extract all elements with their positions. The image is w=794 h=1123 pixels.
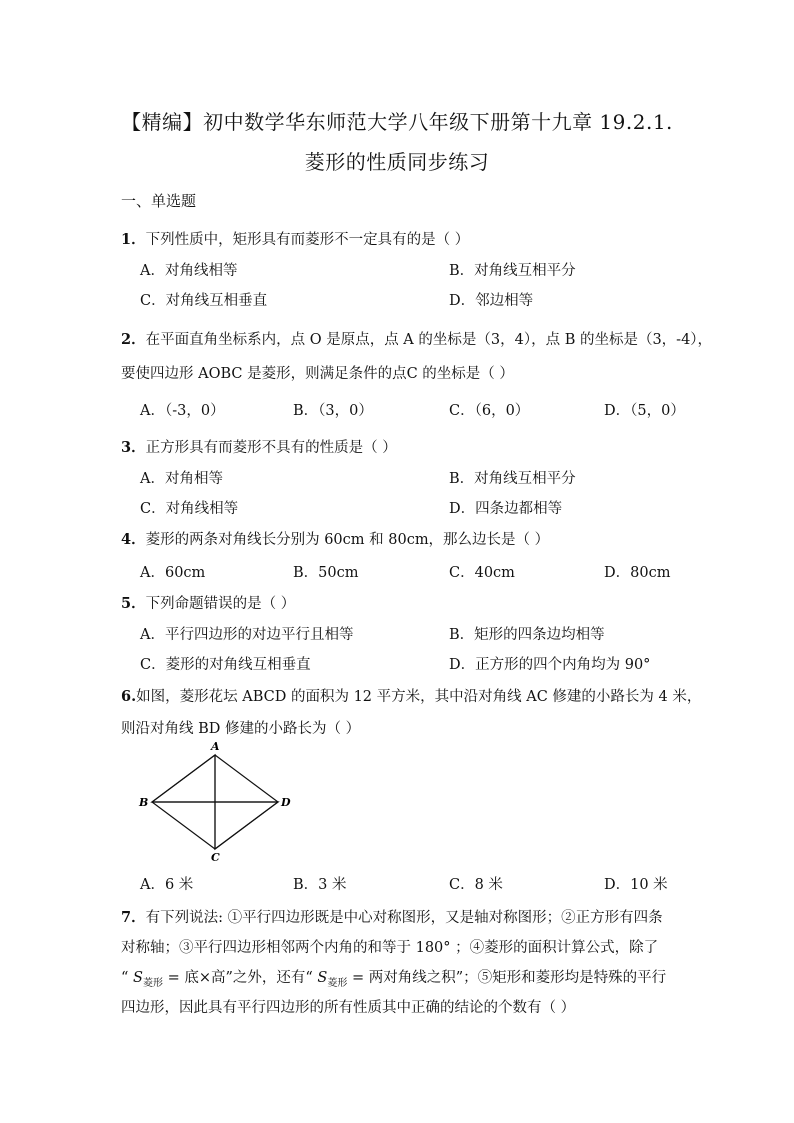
question-number: 2． (121, 331, 146, 348)
question-7-line-2: 对称轴；③平行四边形相邻两个内角的和等于 180° ；④菱形的面积计算公式，除了 (121, 940, 659, 956)
option-a: A．对角相等 (140, 471, 223, 487)
question-number: 3． (121, 439, 146, 456)
question-7-line-4: 四边形，因此具有平行四边形的所有性质其中正确的结论的个数有（ ） (121, 1000, 576, 1016)
area-symbol: S (317, 970, 328, 986)
rhombus-figure (130, 740, 300, 865)
question-text: 下列性质中，矩形具有而菱形不一定具有的是（ ） (145, 232, 470, 248)
text-fragment: = 底×高”之外，还有“ (162, 970, 318, 986)
option-c: C．菱形的对角线互相垂直 (140, 657, 311, 673)
question-7-line-3 (121, 966, 691, 989)
option-b: B．对角线互相平分 (449, 263, 576, 279)
question-4 (121, 528, 691, 549)
option-d: D．10 米 (604, 877, 668, 893)
option-b: B．对角线互相平分 (449, 471, 576, 487)
question-1 (121, 228, 691, 249)
question-number: 1． (121, 231, 146, 248)
vertex-label-c: C (211, 851, 220, 864)
option-a: A．对角线相等 (140, 263, 238, 279)
text-fragment: = 两对角线之积”；⑤矩形和菱形均是特殊的平行 (347, 970, 667, 986)
option-d: D．（5，0） (604, 403, 685, 419)
option-c: C．对角线相等 (140, 501, 239, 517)
area-symbol: S (133, 970, 143, 986)
document-title-line-1: 【精编】初中数学华东师范大学八年级下册第十九章 19.2.1. (121, 110, 673, 134)
question-text: 下列命题错误的是（ ） (145, 596, 296, 612)
area-subscript: 菱形 (142, 977, 163, 989)
text-fragment: “ (121, 970, 134, 986)
option-d: D．四条边都相等 (449, 501, 563, 517)
question-6-line-2: 则沿对角线 BD 修建的小路长为（ ） (121, 721, 361, 737)
option-c: C．8 米 (449, 877, 503, 893)
option-a: A．6 米 (140, 877, 194, 893)
section-heading: 一、单选题 (121, 192, 197, 210)
vertex-label-a: A (211, 740, 220, 753)
question-number: 5． (121, 595, 146, 612)
question-6 (121, 685, 702, 706)
option-b: B．矩形的四条边均相等 (449, 627, 605, 643)
option-a: A．60cm (140, 565, 206, 581)
option-d: D．正方形的四个内角均为 90° (449, 657, 651, 673)
option-a: A．平行四边形的对边平行且相等 (140, 627, 354, 643)
question-text-line-1: 有下列说法: ①平行四边形既是中心对称图形，又是轴对称图形；②正方形有四条 (145, 910, 663, 926)
option-c: C．40cm (449, 565, 515, 581)
question-5 (121, 592, 691, 613)
area-subscript: 菱形 (327, 977, 348, 989)
question-number: 7． (121, 909, 146, 926)
option-d: D．80cm (604, 565, 671, 581)
option-d: D．邻边相等 (449, 293, 534, 309)
vertex-label-b: B (139, 796, 149, 809)
question-text-line-1: 如图，菱形花坛 ABCD 的面积为 12 平方米，其中沿对角线 AC 修建的小路长为 4 米， (136, 689, 702, 705)
option-a: A．（-3，0） (140, 403, 225, 419)
question-2-line-2: 要使四边形 AOBC 是菱形，则满足条件的点C 的坐标是（ ） (121, 366, 514, 382)
question-2 (121, 328, 713, 349)
question-text-line-1: 在平面直角坐标系内，点 O 是原点，点 A 的坐标是（3，4），点 B 的坐标是（3，-4）， (145, 332, 713, 348)
option-b: B．50cm (293, 565, 359, 581)
question-number: 4． (121, 531, 146, 548)
question-text: 菱形的两条对角线长分别为 60cm 和 80cm，那么边长是（ ） (145, 532, 550, 548)
vertex-label-d: D (281, 796, 291, 809)
option-b: B．3 米 (293, 877, 347, 893)
question-7 (121, 906, 691, 927)
option-c: C．（6，0） (449, 403, 530, 419)
option-b: B．（3，0） (293, 403, 373, 419)
document-title-line-2: 菱形的性质同步练习 (304, 150, 490, 174)
option-c: C．对角线互相垂直 (140, 293, 268, 309)
question-text: 正方形具有而菱形不具有的性质是（ ） (145, 440, 397, 456)
question-number: 6. (121, 688, 137, 705)
question-3 (121, 436, 691, 457)
